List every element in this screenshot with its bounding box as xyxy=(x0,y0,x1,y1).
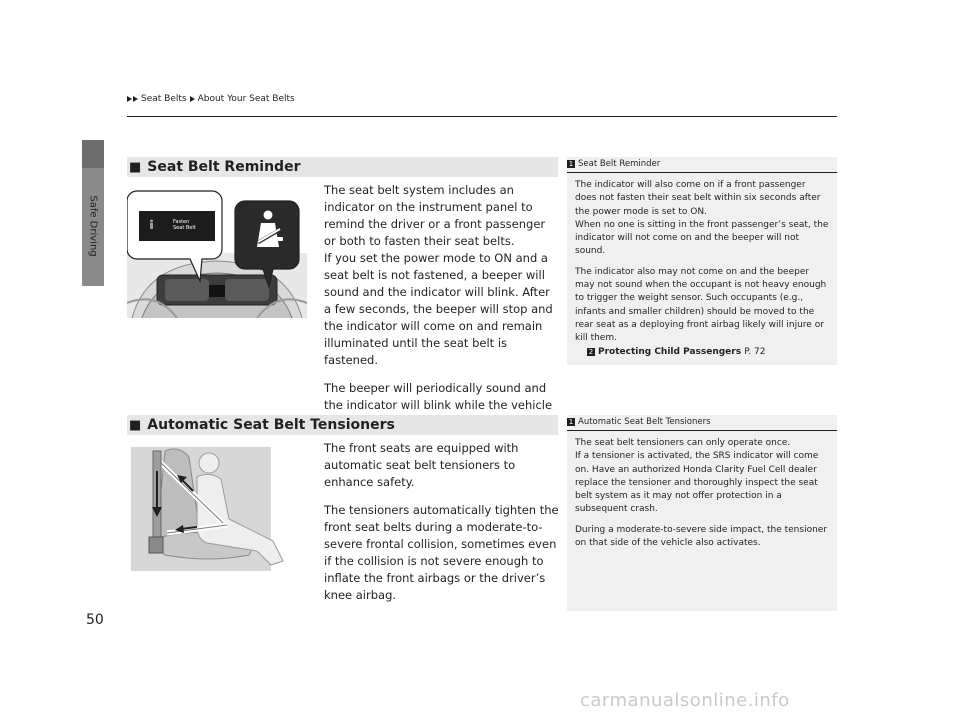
seat-tensioner-illustration xyxy=(127,441,307,577)
note-title: Automatic Seat Belt Tensioners xyxy=(578,417,711,427)
breadcrumb-item-seat-belts[interactable]: Seat Belts xyxy=(141,94,187,104)
section-header-seat-belt-reminder xyxy=(127,157,558,177)
paragraph: The beeper will periodically sound and the indicator will blink while the vehicle xyxy=(324,381,553,412)
paragraph: If you set the power mode to ON and a seat belt is not fastened, a beeper will sound and the indicator will blink. After a few seconds, the beeper will stop and the indicator will come on and remain illuminated until the seat belt is fastened. xyxy=(324,251,553,367)
note-paragraph: During a moderate-to-severe side impact, the tensioner on that side of the vehicle also activates. xyxy=(575,524,828,549)
header-rule xyxy=(127,116,837,117)
seat-belt-reminder-body xyxy=(324,182,560,442)
instrument-panel-illustration xyxy=(127,183,307,318)
sidebar-tab-top xyxy=(82,140,104,168)
note-marker-icon: 1 xyxy=(568,160,574,168)
section-marker-icon: ■ xyxy=(129,159,142,175)
note-body xyxy=(567,173,837,359)
note-title: Seat Belt Reminder xyxy=(578,159,661,169)
breadcrumb-arrow-icon xyxy=(190,96,195,102)
breadcrumb-arrow-icon xyxy=(133,96,138,102)
xref-arrow-icon: 2 xyxy=(588,347,594,356)
chapter-label: Safe Driving xyxy=(87,195,99,257)
note-marker-icon: 1 xyxy=(568,418,574,426)
paragraph: The front seats are equipped with automatic seat belt tensioners to enhance safety. xyxy=(324,441,519,489)
note-header xyxy=(567,415,837,427)
xref-protecting-child-passengers[interactable]: 2 Protecting Child Passengers P. 72 xyxy=(588,346,766,357)
note-paragraph: The seat belt tensioners can only operate once. xyxy=(575,438,791,448)
section-title: Seat Belt Reminder xyxy=(147,159,301,175)
note-paragraph: When no one is sitting in the front passenger’s seat, the indicator will not come on and the beeper will not sound. xyxy=(575,219,829,257)
paragraph: The seat belt system includes an indicator on the instrument panel to remind the driver or a front passenger or both to fasten their seat belts. xyxy=(324,183,546,248)
note-tensioners xyxy=(567,415,837,611)
indicator-label: Fasten Seat Belt xyxy=(173,219,196,231)
tensioners-body xyxy=(324,440,560,615)
watermark: carmanualsonline.info xyxy=(580,690,790,711)
note-seat-belt-reminder xyxy=(567,157,837,365)
note-body xyxy=(567,431,837,550)
note-paragraph: The indicator will also come on if a front passenger does not fasten their seat belt within six seconds after the power mode is set to ON. xyxy=(575,180,821,217)
section-header-tensioners xyxy=(127,415,558,435)
breadcrumb-arrow-icon xyxy=(127,96,132,102)
note-paragraph: If a tensioner is activated, the SRS indicator will come on. Have an authorized Honda Clarity Fuel Cell dealer replace the tensioner and thoroughly inspect the seat belt system as it may not offer protection in a subsequent crash. xyxy=(575,451,819,515)
page-number: 50 xyxy=(86,612,104,628)
section-marker-icon: ■ xyxy=(129,417,142,433)
paragraph: The tensioners automatically tighten the front seat belts during a moderate-to-severe frontal collision, sometimes even if the collision is not severe enough to inflate the front airbags or the driver’s knee airbag. xyxy=(324,503,559,602)
note-header xyxy=(567,157,837,169)
note-paragraph: The indicator also may not come on and the beeper may not sound when the occupant is not heavy enough to trigger the weight sensor. Such occupants (e.g., infants and smaller children) should be moved to the rear seat as a deploying front airbag likely will injure or kill them. xyxy=(575,266,827,344)
breadcrumb-item-about-seat-belts[interactable]: About Your Seat Belts xyxy=(197,94,295,104)
section-title: Automatic Seat Belt Tensioners xyxy=(147,417,395,433)
breadcrumb xyxy=(127,94,295,104)
